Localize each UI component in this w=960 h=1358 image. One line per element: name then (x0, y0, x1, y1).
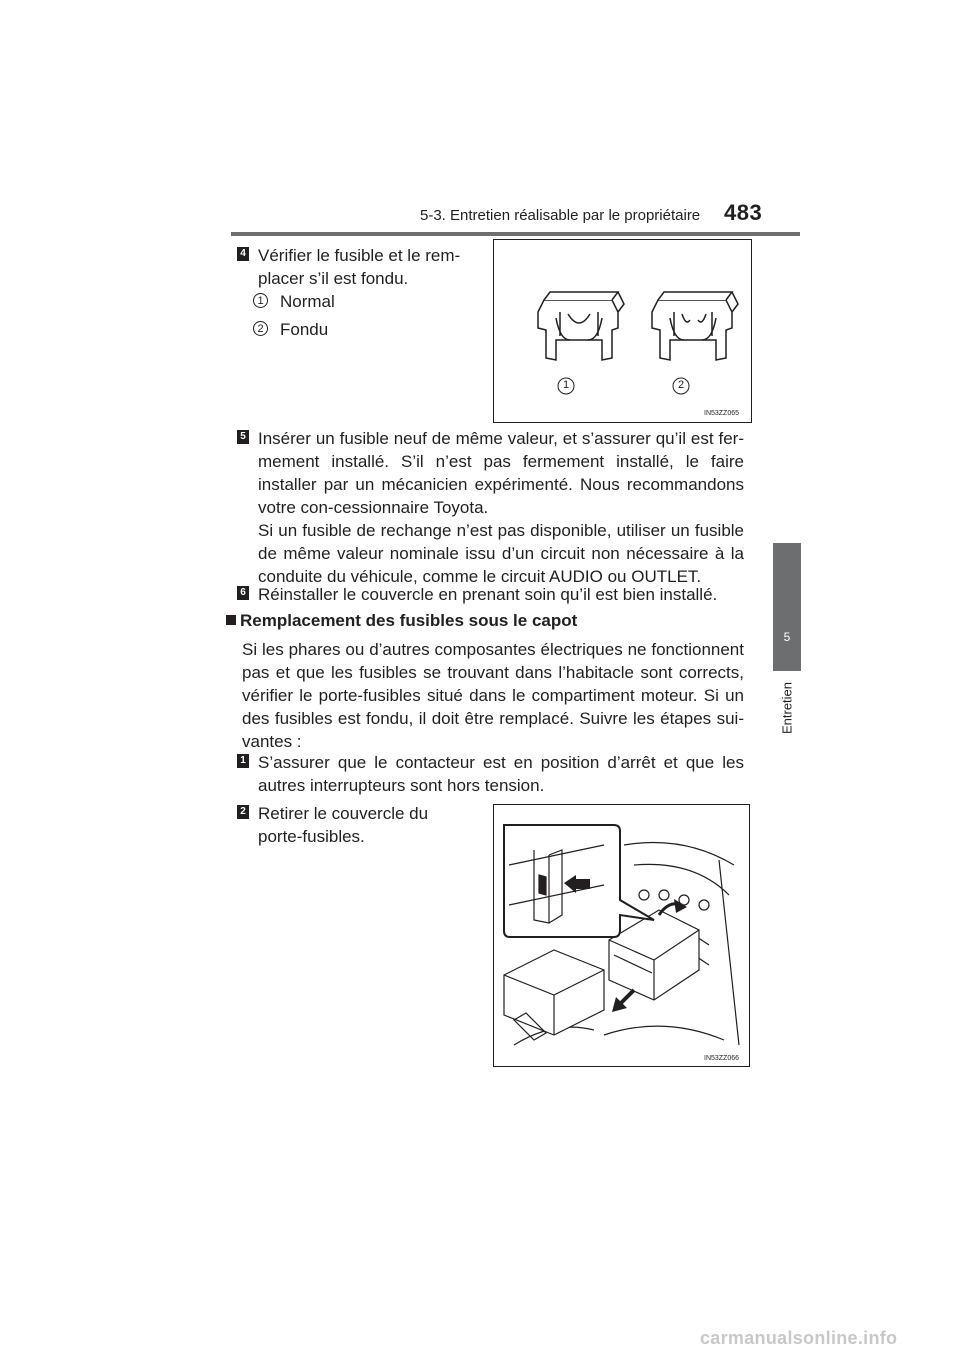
step-5-text: Insérer un fusible neuf de même valeur, et s’assurer qu’il est fer-mement installé. S’il n’est pas fermement installé, le faire installer par un mécanicien expérimenté. Nous recommandons votre con-cessionnaire Toyota. (258, 429, 744, 517)
fuse-figure (493, 239, 752, 423)
engine-figure-code: IN53ZZ066 (704, 1055, 740, 1062)
section-title-text: Remplacement des fusibles sous le capot (240, 611, 578, 630)
step-number-4: 4 (237, 247, 249, 261)
step-2-text: Retirer le couvercle du porte-fusibles. (258, 804, 429, 846)
section-intro: Si les phares ou d’autres composantes électriques ne fonctionnent pas et que les fusibles se trouvant dans l’habitacle sont corrects, vérifier le porte-fusibles situé dans le compartiment moteur. Si un des fusibles est fondu, il doit être remplacé. Suivre les étapes sui-vantes : (242, 640, 744, 751)
step-number-5: 5 (237, 430, 249, 444)
step-6-text: Réinstaller le couvercle en prenant soin qu’il est bien installé. (258, 585, 718, 604)
fuse-label-1: 1 (562, 379, 570, 391)
legend-number-1: 1 (253, 293, 268, 308)
watermark: carmanualsonline.info (700, 1328, 898, 1348)
chapter-label: Entretien (779, 681, 795, 735)
step-number-6: 6 (237, 586, 249, 600)
step-number-2: 2 (237, 805, 249, 819)
engine-figure (493, 804, 750, 1067)
legend-label-fondu: Fondu (280, 320, 329, 339)
engine-illustration (494, 805, 749, 1066)
step-4-text: Vérifier le fusible et le rem-placer s’il est fondu. (258, 246, 461, 288)
bullet-square-icon (226, 615, 236, 625)
header-section-title: 5-3. Entretien réalisable par le propriétaire (420, 207, 701, 224)
step-1-text: S’assurer que le contacteur est en position d’arrêt et que les autres interrupteurs sont hors tension. (258, 753, 744, 795)
fuse-label-2: 2 (677, 379, 685, 391)
chapter-number: 5 (783, 630, 791, 644)
header-rule (231, 232, 800, 236)
legend-number-2: 2 (253, 321, 268, 336)
section-title (226, 611, 577, 631)
page-number: 483 (724, 200, 763, 225)
chapter-tab (773, 543, 801, 671)
step-5-note: Si un fusible de rechange n’est pas disponible, utiliser un fusible de même valeur nominale issu d’un circuit non nécessaire à la conduite du véhicule, comme le circuit AUDIO ou OUTLET. (258, 521, 744, 586)
fuse-illustration (494, 240, 751, 422)
fuse-figure-code: IN53ZZ065 (704, 410, 740, 417)
step-number-1: 1 (237, 754, 249, 768)
legend-label-normal: Normal (280, 292, 335, 311)
